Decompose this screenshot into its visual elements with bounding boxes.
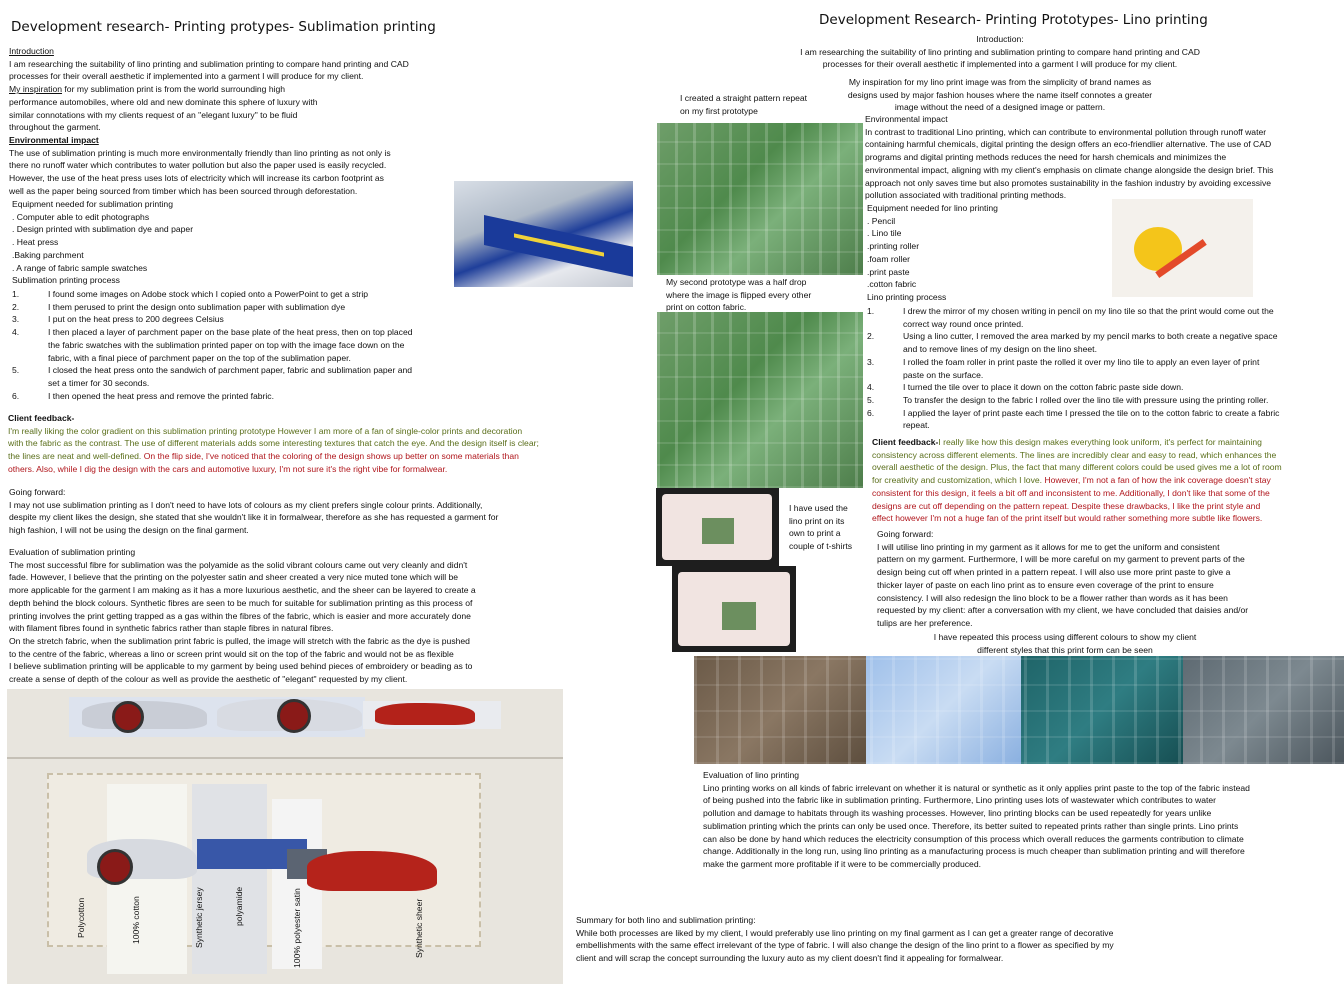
step-text: correct way round once printed. <box>903 318 1024 329</box>
step-line <box>12 352 413 365</box>
left-intro-line-2: processes for their overall aesthetic if implemented into a garment I will produce for my client. <box>9 71 364 82</box>
right-going-line: I will utilise lino printing in my garment as it allows for me to get the uniform and consistent <box>877 541 1220 552</box>
step-text: I found some images on Adobe stock which I copied onto a PowerPoint to get a strip <box>48 289 369 299</box>
left-eval-line: with filament fibres found in synthetic fabrics rather than staple fibres in natural fibres. <box>9 623 334 634</box>
left-eval-line: On the stretch fabric, when the sublimation print fabric is pulled, the image will stretch with the fabric as the dye is pushed <box>9 635 470 646</box>
step-line <box>12 288 413 301</box>
step-number: 3. <box>12 314 20 325</box>
step-text: I applied the layer of print paste each time I pressed the tile on to the cotton fabric to create a fabric <box>903 407 1280 418</box>
heat-press-photo <box>454 181 633 287</box>
left-equipment-block <box>12 198 193 287</box>
step-text: I then opened the heat press and remove the printed fabric. <box>48 390 274 401</box>
summary-line: While both processes are liked by my client, I would preferably use lino printing on my final garment as I can get a greater range of decorative <box>576 927 1114 938</box>
step-text: I turned the tile over to place it down on the cotton fabric paste side down. <box>903 382 1184 393</box>
step-text: and to remove lines of my design on the lino sheet. <box>903 344 1097 355</box>
summary-block <box>576 914 1114 965</box>
caption-tshirts <box>789 502 852 553</box>
right-going-heading: Going forward: <box>877 529 934 539</box>
right-insp-line: My inspiration for my lino print image was from the simplicity of brand names as <box>848 77 1152 87</box>
step-text: I rolled the foam roller in print paste the rolled it over my lino tile to apply an even layer of print <box>903 356 1260 367</box>
step-line <box>867 330 1279 343</box>
left-eval-line: The most successful fibre for sublimation was the polyamide as the solid vibrant colours came out very cleanly and didn't <box>9 559 468 570</box>
repeat-line: different styles that this print form can be seen <box>977 644 1153 655</box>
left-eval-line: fade. However, I believe that the printing on the polyester satin and sheer created a very nice muted tone which will be <box>9 572 459 583</box>
left-going-block <box>9 486 498 537</box>
right-env-line: approach not only saves time but also promotes sustainability in the fashion industry by avoiding excessive <box>865 177 1272 188</box>
step-text: To transfer the design to the fabric I rolled over the lino tile with pressure using the printing roller. <box>903 394 1269 405</box>
summary-line: embellishments with the same effect irrelevant of the type of fabric. I will also change the design of the lino print to a flower as specified by my <box>576 940 1114 951</box>
step-text: the fabric swatches with the sublimation printed paper on top with the image face down on the <box>48 339 405 350</box>
left-eval-line: I believe sublimation printing will be applicable to my garment by being used behind pieces of embroidery or beading as to <box>9 661 473 672</box>
right-equip-heading: Equipment needed for lino printing <box>867 203 998 213</box>
right-env-line: containing harmful chemicals, digital printing the design offers an eco-friendlier alternative. The use of CAD <box>865 139 1272 150</box>
caption-line: lino print on its <box>789 515 845 526</box>
step-line <box>867 419 1279 432</box>
right-feedback-mixed <box>872 474 1282 487</box>
step-number: 1. <box>12 289 20 299</box>
right-repeat-caption <box>900 631 1230 656</box>
swatch-label-cotton: 100% cotton <box>131 896 141 944</box>
sublimation-swatches-photo <box>7 689 563 984</box>
left-inspiration-line-3: similar connotations with my clients request of an "elegant luxury" to be fluid <box>9 109 298 120</box>
left-eval-line: create a sense of depth of the colour as well as provide the aesthetic of "elegant" requested by my client. <box>9 674 408 685</box>
caption-line: I have used the <box>789 503 848 513</box>
lino-half-drop-photo <box>657 312 863 488</box>
right-env-heading: Environmental impact <box>865 114 948 124</box>
left-page-title: Development research- Printing protypes- Sublimation printing <box>11 19 436 35</box>
right-env-block <box>865 113 1273 202</box>
step-number: 6. <box>867 407 875 418</box>
left-feedback-mixed <box>8 450 539 463</box>
caption-line: My second prototype was a half drop <box>666 277 807 287</box>
right-eval-line: pollution and damage to habitats through its washing processes. However, lino printing blocks can be used repeatedly for years unlike <box>703 808 1212 819</box>
right-equip-item: .foam roller <box>867 253 910 264</box>
left-env-line: The use of sublimation printing is much more environmentally friendly than lino printing as not only is <box>9 147 391 158</box>
right-inspiration-block <box>835 76 1165 114</box>
left-eval-heading: Evaluation of sublimation printing <box>9 547 136 557</box>
step-text: I drew the mirror of my chosen writing in pencil on my lino tile so that the print would come out the <box>903 306 1274 316</box>
right-feedback-green: for creativity and customization, which I love. <box>872 475 1045 486</box>
step-text: I put on the heat press to 200 degrees Celsius <box>48 314 224 325</box>
right-process-steps <box>867 305 1279 432</box>
right-env-line: pollution associated with traditional printing methods. <box>865 190 1067 201</box>
step-text: fabric, with a final piece of parchment paper on the top of the sublimation paper. <box>48 352 351 363</box>
tshirt-photo-2 <box>672 566 796 652</box>
left-equip-item: . Computer able to edit photographs <box>12 211 150 222</box>
step-number: 3. <box>867 356 875 367</box>
step-text: repeat. <box>903 420 930 431</box>
left-inspiration-line-1 <box>9 83 409 96</box>
left-equip-item: . Design printed with sublimation dye and paper <box>12 224 194 235</box>
step-line <box>12 377 413 390</box>
right-going-line: design being cut off when printed in a pattern repeat. I will also use more print paste to give a <box>877 567 1231 578</box>
caption-line: print on cotton fabric. <box>666 302 747 313</box>
step-line <box>12 301 413 314</box>
right-eval-block <box>703 769 1250 871</box>
left-equip-item: .Baking parchment <box>12 249 84 260</box>
caption-second-prototype <box>666 276 811 314</box>
right-eval-line: sublimation printing which the prints can only be used once. Therefore, its better suited to repeated prints rather than single prints. Lino prints <box>703 820 1239 831</box>
right-equip-item: . Lino tile <box>867 228 902 239</box>
right-equip-item: .cotton fabric <box>867 279 917 290</box>
left-equip-item: . A range of fabric sample swatches <box>12 262 148 273</box>
left-env-line: there no runoff water which contributes to water pollution but also the paper used is easily recycled. <box>9 160 387 171</box>
step-text: paste on the surface. <box>903 369 984 380</box>
left-feedback-red: On the flip side, I've noticed that the coloring of the design shows up better on some materials than <box>143 451 519 462</box>
right-env-line: environmental impact, aligning with my client's emphasis on climate change alongside the design brief. This <box>865 164 1274 175</box>
step-line <box>12 364 413 377</box>
summary-heading: Summary for both lino and sublimation printing: <box>576 915 756 925</box>
left-env-line: well as the paper being sourced from timber which has been sourced through deforestation. <box>9 185 358 196</box>
caption-first-prototype <box>680 92 807 117</box>
step-text: I them perused to print the design onto sublimation paper with sublimation dye <box>48 301 346 312</box>
left-going-line: I may not use sublimation printing as I don't need to have lots of colours as my client prefers single colour prints. Additionally, <box>9 499 483 510</box>
left-feedback-green: the lines are neat and well-defined. <box>8 451 144 462</box>
right-eval-line: make the garment more profitable if it were to be commercially produced. <box>703 858 981 869</box>
right-env-line: In contrast to traditional Lino printing, which can contribute to environmental pollution through runoff water <box>865 126 1267 137</box>
right-insp-line: designs used by major fashion houses where the name itself connotes a greater <box>847 89 1153 100</box>
caption-line: on my first prototype <box>680 105 758 116</box>
left-eval-line: depth behind the block colours. Synthetic fibres are seen to be much for suitable for sublimation printing as this process of <box>9 597 473 608</box>
right-going-block <box>877 528 1248 630</box>
right-equip-item: .print paste <box>867 266 910 277</box>
left-equip-item: . Heat press <box>12 237 59 248</box>
step-line <box>12 313 413 326</box>
left-feedback-block <box>8 412 539 476</box>
step-line <box>867 343 1279 356</box>
step-line <box>12 326 413 339</box>
caption-line: couple of t-shirts <box>789 541 853 552</box>
swatch-label-polyamide: polyamide <box>234 886 244 926</box>
right-eval-line: change. Additionally in the long run, using lino printing as a manufacturing process is much cheaper than sublimation printing and will therefore <box>703 846 1245 857</box>
right-intro-heading: Introduction: <box>976 34 1024 44</box>
tshirt-photo-1 <box>656 488 779 566</box>
right-feedback-red: effect however I'm not a huge fan of the print itself but would rather something more subtle like flowers. <box>872 513 1263 524</box>
left-inspiration-line-2: performance automobiles, where old and new dominate this sphere of luxury with <box>9 96 318 107</box>
left-env-line: However, the use of the heat press uses lots of electricity which will increase its carbon footprint as <box>9 173 384 184</box>
left-eval-line: printing involves the print getting trapped as a gas within the fibres of the fabric, which is easier and more accurately done <box>9 610 471 621</box>
left-env-heading: Environmental impact <box>9 134 99 145</box>
step-line <box>867 394 1279 407</box>
caption-line: where the image is flipped every other <box>666 289 812 300</box>
left-intro-line-1: I am researching the suitability of lino printing and sublimation printing to compare hand printing and CAD <box>9 58 409 69</box>
right-insp-line: image without the need of a designed image or pattern. <box>894 102 1106 113</box>
lino-straight-repeat-photo <box>657 123 863 275</box>
step-line <box>867 407 1279 420</box>
left-intro-heading: Introduction <box>9 46 54 56</box>
step-number: 2. <box>867 331 875 342</box>
right-intro-line: I am researching the suitability of lino printing and sublimation printing to compare hand printing and CAD <box>800 46 1200 57</box>
step-number: 5. <box>867 394 875 405</box>
right-eval-line: Lino printing works on all kinds of fabric irrelevant on whether it is natural or synthetic as it only applies print paste to the top of the fabric instead <box>703 782 1250 793</box>
summary-line: client and will scrap the concept surrounding the luxury auto as my client doesn't find it appealing for formalwear. <box>576 953 1004 964</box>
left-inspiration-first: for my sublimation print is from the world surrounding high <box>62 84 286 95</box>
swatch-label-polycotton: Polycotton <box>76 897 86 938</box>
left-going-heading: Going forward: <box>9 487 66 497</box>
swatch-label-jersey: Synthetic jersey <box>194 887 204 948</box>
step-text: Using a lino cutter, I removed the area marked by my pencil marks to both create a negative space <box>903 331 1278 342</box>
left-feedback-green: with the fabric as the contrast. The use of different materials adds some interesting textures that catch the eye. And the design itself is clear; <box>8 438 539 449</box>
right-page-title: Development Research- Printing Prototypes- Lino printing <box>819 12 1208 28</box>
right-feedback-red: designs are cut off depending on the pattern repeat. Despite these drawbacks, I like the print style and <box>872 500 1261 511</box>
right-going-line: thicker layer of paste on each lino print as to ensure even coverage of the print to ensure <box>877 579 1214 590</box>
right-feedback-red: However, I'm not a fan of how the ink coverage doesn't stay <box>1044 475 1271 486</box>
left-going-line: high fashion, I will not be using the design on the final garment. <box>9 525 249 536</box>
right-going-line: tulips are her preference. <box>877 617 973 628</box>
right-feedback-green: consistency across different elements. The lines are incredibly clear and easy to read, which enhances the <box>872 449 1277 460</box>
right-equipment-block <box>867 202 998 304</box>
lino-roller-photo <box>1112 199 1253 297</box>
right-going-line: pattern on my garment. Furthermore, I will be more careful on my garment to prevent parts of the <box>877 554 1245 565</box>
left-going-line: despite my client likes the design, she stated that she wouldn't like it in formalwear, therefore as she has requested a garment for <box>9 512 499 523</box>
left-eval-block <box>9 546 476 686</box>
step-number: 5. <box>12 365 20 376</box>
left-eval-line: to the centre of the fabric, whereas a lino or screen print would sit on the top of the fabric and would not be as flexible <box>9 648 454 659</box>
left-eval-line: more applicable for the garment I am making as it has a more luxurious aesthetic, and the sheer can be layered to create a <box>9 585 476 596</box>
step-number: 2. <box>12 301 20 312</box>
right-process-heading: Lino printing process <box>867 291 947 302</box>
right-feedback-red: consistent for this design, it feels a bit off and inconsistent to me. Additionally, I don't like that some of the <box>872 487 1270 498</box>
left-inspiration-line-4: throughout the garment. <box>9 122 101 133</box>
left-process-heading: Sublimation printing process <box>12 275 120 286</box>
step-number: 1. <box>867 306 875 316</box>
step-text: set a timer for 30 seconds. <box>48 377 150 388</box>
left-inspiration-heading: My inspiration <box>9 84 63 95</box>
step-line <box>867 369 1279 382</box>
right-equip-item: . Pencil <box>867 215 896 226</box>
caption-line: own to print a <box>789 528 841 539</box>
right-feedback-heading: Client feedback- <box>872 437 939 447</box>
right-intro-line: processes for their overall aesthetic if implemented into a garment I will produce for my client. <box>822 59 1178 70</box>
right-equip-item: .printing roller <box>867 241 920 252</box>
right-going-line: consistency. I will also redesign the lino block to be a flower rather than words as it has been <box>877 592 1228 603</box>
left-process-steps <box>12 288 413 402</box>
step-line <box>867 381 1279 394</box>
right-going-line: requested by my client: after a conversation with my client, we have concluded that daisies and/or <box>877 605 1249 616</box>
lino-colour-variations-photo <box>694 656 1344 764</box>
right-intro-block <box>780 33 1220 71</box>
step-line <box>12 339 413 352</box>
right-eval-line: can also be done by hand which reduces the electricity consumption of this process which overall reduces the garments contribution to climate <box>703 833 1244 844</box>
step-number: 4. <box>12 327 20 338</box>
left-feedback-green: I'm really liking the color gradient on this sublimation printing prototype However I am more of a fan of single-color prints and decoration <box>8 425 523 436</box>
left-feedback-heading: Client feedback- <box>8 413 75 423</box>
left-equip-heading: Equipment needed for sublimation printing <box>12 199 173 209</box>
step-line <box>12 390 413 403</box>
left-feedback-red: others. Also, while I dig the design with the cars and automotive luxury, I'm not sure it's the right vibe for formalwear. <box>8 463 448 474</box>
right-feedback-green: overall aesthetic of the design. Plus, the fact that many different colors could be used gives me a lot of room <box>872 462 1282 473</box>
step-line <box>867 356 1279 369</box>
step-text: I closed the heat press onto the sandwich of parchment paper, fabric and sublimation paper and <box>48 365 413 376</box>
step-number: 6. <box>12 390 20 401</box>
step-text: I then placed a layer of parchment paper on the base plate of the heat press, then on top placed <box>48 327 413 338</box>
right-eval-line: of being pushed into the fabric like in sublimation printing. Furthermore, Lino printing uses lots of wastewater which contributes to water <box>703 795 1217 806</box>
step-number: 4. <box>867 382 875 393</box>
right-feedback-green: I really like how this design makes everything look uniform, it's perfect for maintaining <box>938 437 1262 447</box>
repeat-line: I have repeated this process using different colours to show my client <box>933 632 1197 642</box>
right-feedback-block <box>872 436 1282 525</box>
caption-line: I created a straight pattern repeat <box>680 93 808 103</box>
right-eval-heading: Evaluation of lino printing <box>703 770 800 780</box>
step-line <box>867 318 1279 331</box>
step-line <box>867 305 1279 318</box>
swatch-label-satin: 100% polyester satin <box>292 888 302 968</box>
right-env-line: programs and digital printing methods reduces the need for harsh chemicals and minimizes the <box>865 152 1227 163</box>
swatch-label-sheer: Synthetic sheer <box>414 898 424 958</box>
left-text-block <box>9 45 409 197</box>
right-feedback-first <box>872 436 1282 449</box>
